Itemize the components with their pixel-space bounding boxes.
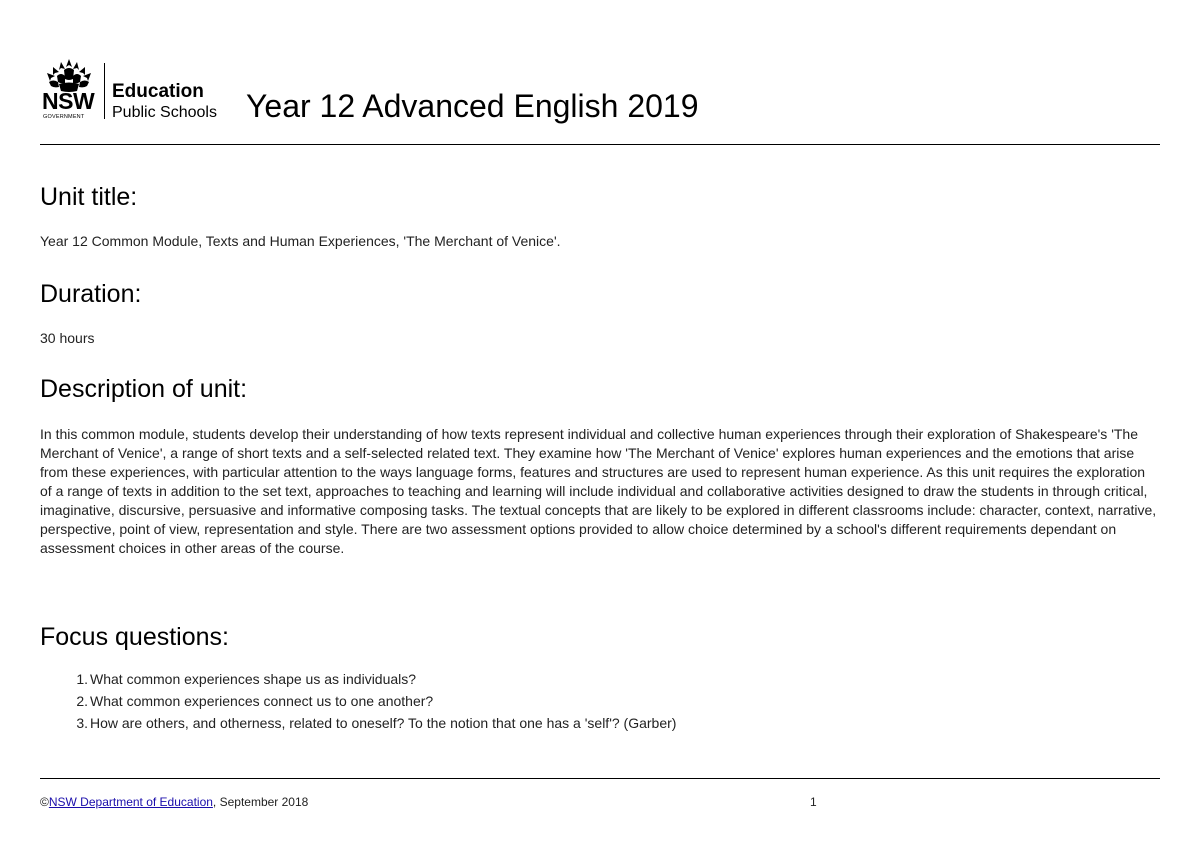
list-item <box>40 690 676 712</box>
education-wordmark: Education <box>112 81 204 102</box>
description-text: In this common module, students develop their understanding of how texts represent individual and collective human experiences through their exploration of Shakespeare's 'The Merchant of Venice', a range of short texts and a self-selected related text. They examine how 'The Merchant of Venice' explores human experiences and the emotions that arise from these experiences, with particular attention to the ways language forms, features and structures are used to represent human experience. As this unit requires the exploration of a range of texts in addition to the set text, approaches to teaching and learning will include individual and collaborative activities designed to draw the students in through critical, imaginative, discursive, persuasive and informative composing tasks. The textual concepts that are likely to be explored in different classrooms include: character, context, narrative, perspective, point of view, representation and style. There are two assessment options provided to allow choice determined by a school's different requirements dependant on assessment choices in other areas of the course. <box>40 426 1157 556</box>
duration-text: 30 hours <box>40 330 95 346</box>
list-text: What common experiences connect us to one another? <box>90 693 434 709</box>
duration-heading: Duration: <box>40 280 142 308</box>
list-text: What common experiences shape us as individuals? <box>90 671 417 687</box>
page-footer <box>40 794 308 810</box>
list-text: How are others, and otherness, related to oneself? To the notion that one has a 'self'? (Garber) <box>90 715 677 731</box>
list-item <box>40 712 676 734</box>
unit-title-text: Year 12 Common Module, Texts and Human Experiences, 'The Merchant of Venice'. <box>40 233 561 249</box>
list-number: 3. <box>76 715 88 731</box>
page-header <box>40 55 1160 125</box>
logo-divider <box>104 63 105 119</box>
list-item <box>40 668 676 690</box>
copyright-symbol: © <box>40 795 49 809</box>
unit-title-heading: Unit title: <box>40 183 138 211</box>
focus-questions-heading: Focus questions: <box>40 623 229 651</box>
nsw-education-logo <box>40 55 240 125</box>
nsw-wordmark: NSW <box>42 88 95 114</box>
page-number: 1 <box>810 795 817 809</box>
document-title: Year 12 Advanced English 2019 <box>246 88 699 124</box>
footer-divider <box>40 778 1160 779</box>
footer-date: , September 2018 <box>212 795 309 809</box>
header-divider <box>40 144 1160 145</box>
nsw-department-link[interactable]: NSW Department of Education <box>48 795 213 809</box>
public-schools-wordmark: Public Schools <box>112 104 217 121</box>
focus-questions-list <box>40 668 676 734</box>
list-number: 2. <box>76 693 88 709</box>
description-heading: Description of unit: <box>40 375 248 403</box>
government-wordmark: GOVERNMENT <box>43 114 85 120</box>
list-number: 1. <box>76 671 88 687</box>
